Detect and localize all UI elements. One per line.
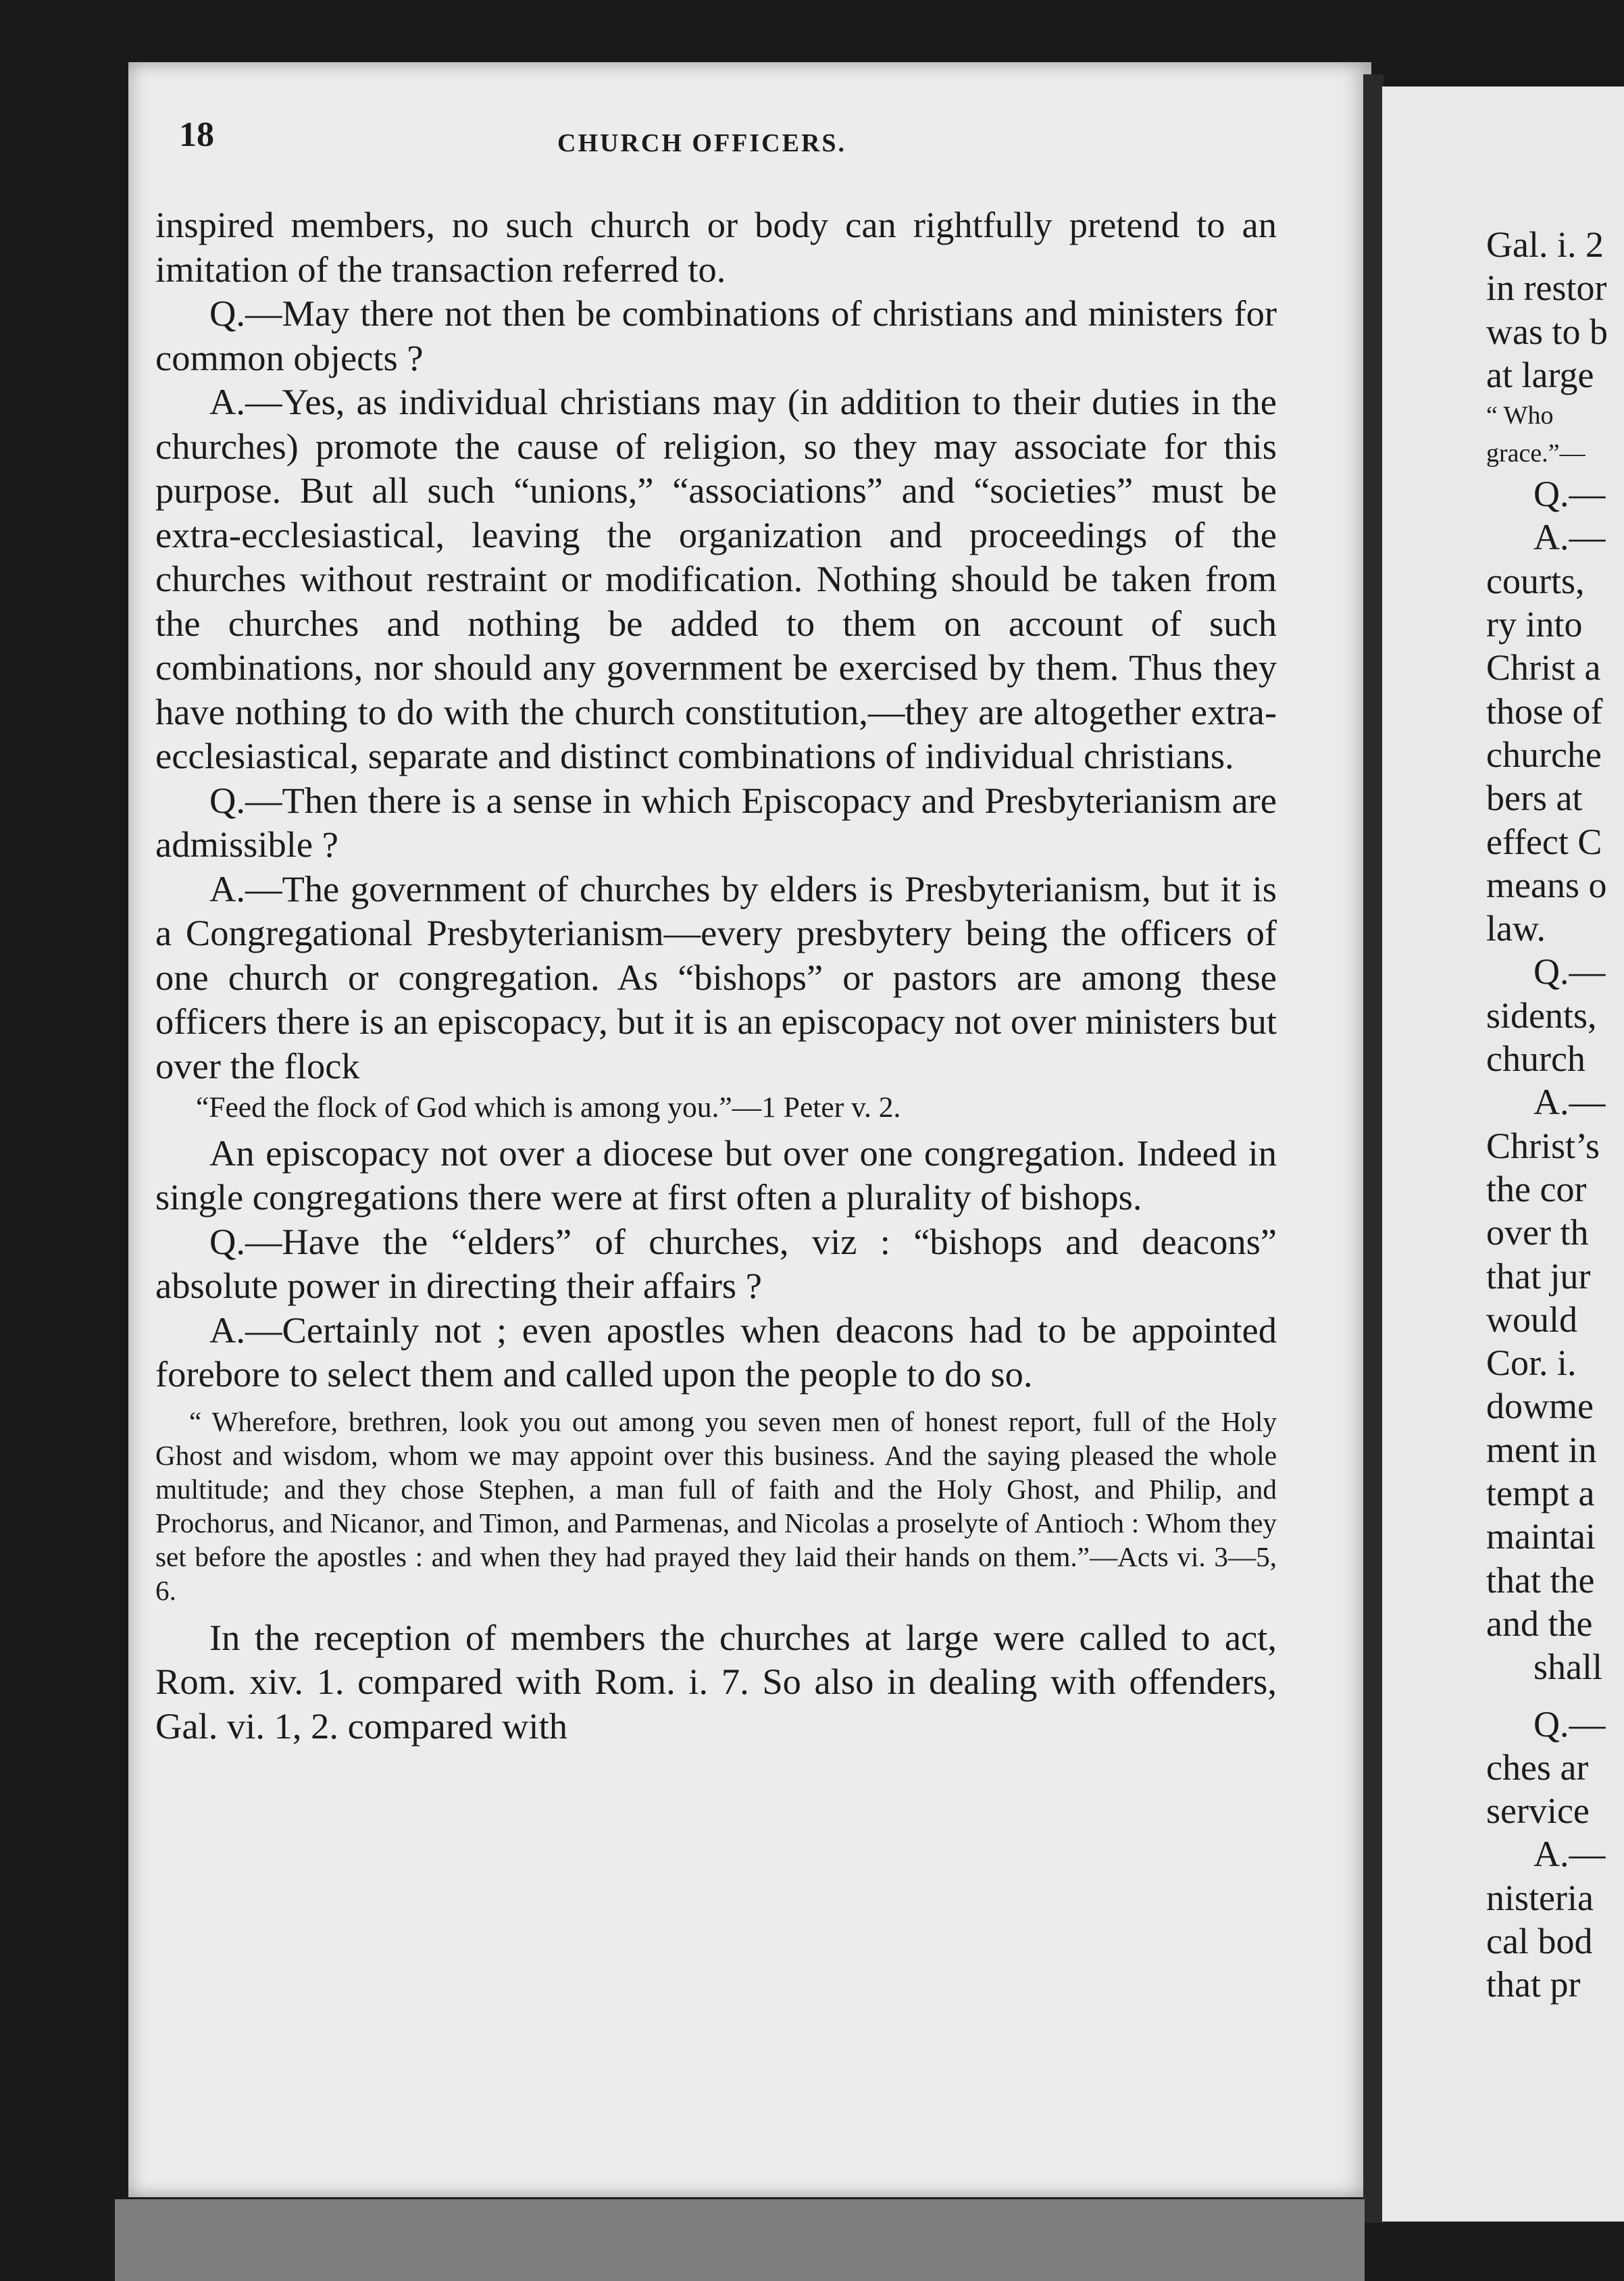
- right-line: service: [1486, 1790, 1590, 1832]
- left-page-text: [155, 203, 1277, 1748]
- right-line: “ Who: [1486, 401, 1554, 430]
- right-line: maintai: [1486, 1516, 1596, 1557]
- right-line: ment in: [1486, 1429, 1597, 1470]
- right-line: that the: [1486, 1559, 1595, 1601]
- right-line: A.—: [1533, 1082, 1606, 1123]
- scripture-quote: “Feed the flock of God which is among you.”—1 Peter v. 2.: [196, 1091, 901, 1124]
- right-line: A.—: [1533, 1834, 1606, 1875]
- right-line: Q.—: [1533, 1703, 1606, 1745]
- paragraph: In the reception of members the churches at large were called to act, Rom. xiv. 1. compared with Rom. i. 7. So also in dealing with offenders, Gal. vi. 1, 2. compared with: [155, 1616, 1277, 1747]
- right-line: sidents,: [1486, 995, 1597, 1036]
- right-line: means o: [1486, 864, 1607, 905]
- right-line: the cor: [1486, 1168, 1587, 1209]
- right-line: grace.”—: [1486, 439, 1585, 468]
- right-line: law.: [1486, 908, 1546, 949]
- right-line: nisteria: [1486, 1877, 1594, 1918]
- right-line: bers at: [1486, 778, 1583, 819]
- question-paragraph: Q.—Have the “elders” of churches, viz : “bishops and deacons” absolute power in directing their affairs ?: [155, 1220, 1277, 1306]
- right-line: A.—: [1533, 517, 1606, 558]
- scripture-quote-block: “ Wherefore, brethren, look you out among you seven men of honest report, full of the Holy Ghost and wisdom, whom we may appoint over this business. And the saying pleased the whole multitude; and they chose Stephen, a man full of faith and the Holy Ghost, and Philip, and Prochorus, and Nicanor, and Timon, and Parmenas, and Nicolas a proselyte of Antioch : Whom they set before the apostles : and when they had prayed they laid their hands on them.”—Acts vi. 3—5, 6.: [155, 1405, 1277, 1606]
- right-line: courts,: [1486, 560, 1585, 601]
- right-line: was to b: [1486, 311, 1608, 352]
- page-edge: [115, 2199, 1365, 2281]
- right-line: Cor. i.: [1486, 1343, 1577, 1384]
- right-line: tempt a: [1486, 1473, 1595, 1514]
- right-line: Gal. i. 2: [1486, 224, 1604, 265]
- right-line: Christ’s: [1486, 1125, 1600, 1166]
- right-line: Q.—: [1533, 951, 1606, 993]
- right-line: churche: [1486, 734, 1602, 775]
- running-head: CHURCH OFFICERS.: [557, 129, 847, 157]
- right-line: church: [1486, 1038, 1585, 1080]
- right-line: over th: [1486, 1212, 1589, 1253]
- right-line: ches ar: [1486, 1747, 1589, 1788]
- book-gutter: [1363, 74, 1384, 2223]
- paragraph: An episcopacy not over a diocese but over one congregation. Indeed in single congregations there were at first often a plurality of bishops.: [155, 1132, 1277, 1218]
- right-line: dowme: [1486, 1386, 1594, 1427]
- answer-paragraph: A.—Certainly not ; even apostles when deacons had to be appointed forebore to select them and called upon the people to do so.: [155, 1309, 1277, 1395]
- right-line: shall: [1533, 1647, 1602, 1688]
- paragraph: inspired members, no such church or body can rightfully pretend to an imitation of the transaction referred to.: [155, 204, 1277, 290]
- right-line: in restor: [1486, 268, 1607, 309]
- right-line: and the: [1486, 1603, 1593, 1644]
- right-page-text: [1486, 223, 1624, 2007]
- right-line: Q.—: [1533, 474, 1606, 515]
- right-line: Christ a: [1486, 647, 1601, 688]
- right-line: that pr: [1486, 1964, 1581, 2005]
- spacer: [1486, 1689, 1624, 1703]
- right-line: those of: [1486, 691, 1603, 732]
- right-line: that jur: [1486, 1255, 1591, 1297]
- question-paragraph: Q.—May there not then be combinations of christians and ministers for common objects ?: [155, 293, 1277, 378]
- answer-paragraph: A.—Yes, as individual christians may (in addition to their duties in the churches) promote the cause of religion, so they may associate for this purpose. But all such “unions,” “associations” and “societies” must be extra-ecclesiastical, leaving the organization and proceedings of the churches without restraint or modification. Nothing should be taken from the churches and nothing be added to them on account of such combinations, nor should any government be exercised by them. Thus they have nothing to do with the church constitution,—they are altogether extra-ecclesiastical, separate and distinct combinations of individual christians.: [155, 381, 1277, 776]
- answer-paragraph: A.—The government of churches by elders is Presbyterianism, but it is a Congregational Presbyterianism—every presbytery being the officers of one church or congregation. As “bishops” or pastors are among these officers there is an episcopacy, but it is an episcopacy not over ministers but over the flock: [155, 868, 1277, 1086]
- page-header: [179, 115, 1294, 169]
- right-line: cal bod: [1486, 1920, 1593, 1961]
- right-line: at large: [1486, 354, 1594, 395]
- right-line: ry into: [1486, 604, 1583, 645]
- page-number: 18: [179, 116, 214, 154]
- question-paragraph: Q.—Then there is a sense in which Episcopacy and Presbyterianism are admissible ?: [155, 779, 1277, 865]
- right-line: would: [1486, 1299, 1577, 1340]
- right-line: effect C: [1486, 821, 1602, 862]
